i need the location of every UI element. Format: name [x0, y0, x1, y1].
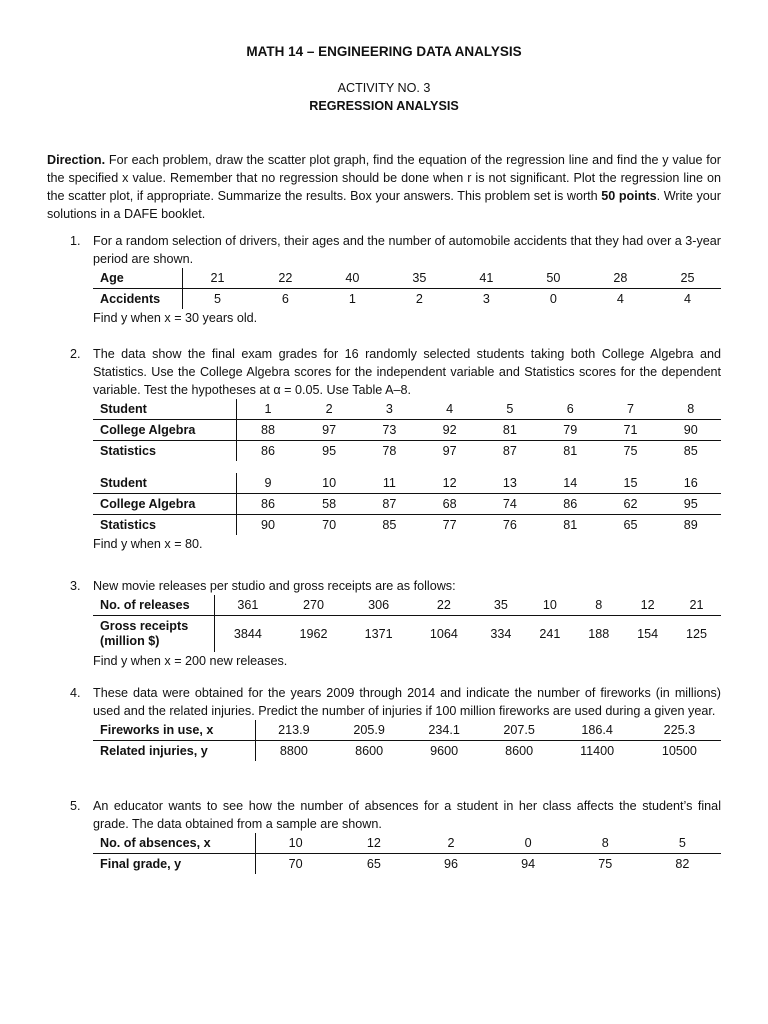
table-cell: 86	[260, 444, 275, 458]
problem-text: For a random selection of drivers, their ages and the number of automobile accidents that they had over a 3-year period are shown.	[93, 234, 721, 266]
table-cell: 2	[412, 833, 489, 854]
table-cell: 306	[346, 595, 411, 616]
table-cell: 0	[490, 833, 567, 854]
row-label: College Algebra	[93, 420, 237, 441]
table-row	[93, 420, 721, 441]
table-row	[93, 441, 721, 462]
table-cell: 14	[540, 473, 600, 494]
table-cell: 5	[480, 399, 540, 420]
table-cell: 22	[411, 595, 476, 616]
table-row	[93, 616, 721, 653]
table-cell: 85	[382, 518, 397, 532]
table-cell: 71	[600, 420, 660, 441]
table-cell: 207.5	[482, 720, 557, 741]
table-cell: 125	[686, 627, 708, 641]
table-cell: 1064	[429, 627, 458, 641]
table-cell: 96	[444, 857, 459, 871]
table-cell: 10	[525, 595, 574, 616]
find-instruction: Find y when x = 30 years old.	[93, 311, 258, 325]
table-cell: 1	[237, 399, 299, 420]
table-cell: 15	[600, 473, 660, 494]
table-cell: 2	[415, 292, 423, 306]
table-row	[93, 289, 721, 310]
table-row	[93, 595, 721, 616]
table-cell: 86	[540, 494, 600, 515]
course-title: MATH 14 – ENGINEERING DATA ANALYSIS	[246, 44, 522, 59]
table-cell: 334	[490, 627, 512, 641]
table-cell: 3844	[233, 627, 262, 641]
table-cell: 6	[540, 399, 600, 420]
table-cell: 6	[281, 292, 289, 306]
row-label: Related injuries, y	[93, 741, 256, 762]
table-cell: 1962	[299, 627, 328, 641]
table-cell: 5	[213, 292, 221, 306]
row-label: Student	[93, 473, 237, 494]
table-cell: 12	[335, 833, 412, 854]
data-table-students-1-8	[93, 399, 721, 461]
data-table	[93, 720, 721, 761]
table-row	[93, 473, 721, 494]
table-cell: 12	[420, 473, 480, 494]
table-cell: 81	[563, 518, 578, 532]
table-cell: 1	[348, 292, 356, 306]
table-cell: 234.1	[407, 720, 482, 741]
table-row	[93, 833, 721, 854]
table-cell: 75	[623, 444, 638, 458]
row-label: Accidents	[93, 289, 183, 310]
table-cell: 95	[322, 444, 337, 458]
table-cell: 58	[299, 494, 359, 515]
table-cell: 68	[420, 494, 480, 515]
table-cell: 87	[359, 494, 419, 515]
table-cell: 90	[661, 420, 721, 441]
table-cell: 270	[281, 595, 346, 616]
table-cell: 213.9	[256, 720, 332, 741]
row-label: College Algebra	[93, 494, 237, 515]
find-instruction: Find y when x = 200 new releases.	[93, 654, 288, 668]
table-cell: 361	[215, 595, 281, 616]
table-cell: 92	[420, 420, 480, 441]
table-cell: 77	[442, 518, 457, 532]
table-cell: 28	[587, 268, 654, 289]
table-cell: 75	[598, 857, 613, 871]
row-label: Student	[93, 399, 237, 420]
find-instruction: Find y when x = 80.	[93, 537, 203, 551]
table-cell: 12	[623, 595, 672, 616]
table-row	[93, 399, 721, 420]
problem-1	[70, 232, 721, 327]
table-cell: 40	[319, 268, 386, 289]
table-cell: 21	[183, 268, 252, 289]
table-cell: 76	[502, 518, 517, 532]
table-cell: 86	[237, 494, 299, 515]
table-cell: 8	[574, 595, 623, 616]
table-cell: 22	[252, 268, 319, 289]
problem-number: 5.	[70, 799, 81, 813]
problem-number: 1.	[70, 234, 81, 248]
direction-label: Direction.	[47, 153, 106, 167]
table-cell: 87	[502, 444, 517, 458]
direction-text-1: For each problem, draw the scatter plot graph, find the equation of the regression line and find the y value for the specified x value. Remember that no regression should be done when r is not significant. Plot the regression line on the scatter plot, if appropriate. Summarize the results. Box your answers. This problem set is worth	[47, 153, 721, 203]
problem-number: 3.	[70, 579, 81, 593]
table-row	[93, 720, 721, 741]
table-cell: 90	[260, 518, 275, 532]
problem-2	[70, 345, 721, 553]
table-cell: 97	[299, 420, 359, 441]
row-label: Statistics	[93, 441, 237, 462]
data-table	[93, 268, 721, 309]
table-row	[93, 741, 721, 762]
table-row	[93, 494, 721, 515]
table-cell: 154	[637, 627, 659, 641]
row-label: No. of releases	[93, 595, 215, 616]
table-cell: 3	[359, 399, 419, 420]
table-cell: 70	[322, 518, 337, 532]
table-cell: 11	[359, 473, 419, 494]
table-cell: 8	[567, 833, 644, 854]
table-row	[93, 268, 721, 289]
table-cell: 81	[563, 444, 578, 458]
activity-number: ACTIVITY NO. 3	[337, 81, 431, 95]
table-cell: 2	[299, 399, 359, 420]
table-cell: 89	[683, 518, 698, 532]
table-cell: 8600	[505, 744, 534, 758]
table-cell: 21	[672, 595, 721, 616]
table-cell: 11400	[580, 744, 615, 758]
problem-text: An educator wants to see how the number of absences for a student in her class affects the student’s final grade. The data obtained from a sample are shown.	[93, 799, 721, 831]
data-table	[93, 833, 721, 874]
table-cell: 8600	[355, 744, 384, 758]
table-cell: 74	[480, 494, 540, 515]
activity-topic: REGRESSION ANALYSIS	[309, 99, 459, 113]
table-cell: 8	[661, 399, 721, 420]
table-cell: 4	[683, 292, 691, 306]
problem-text: These data were obtained for the years 2009 through 2014 and indicate the number of fireworks (in millions) used and the related injuries. Predict the number of injuries if 100 million fireworks are used during a given year.	[93, 686, 721, 718]
problem-3	[70, 577, 721, 670]
direction-points: 50 points	[601, 189, 657, 203]
table-cell: 10500	[661, 744, 697, 758]
problem-number: 2.	[70, 347, 81, 361]
table-cell: 85	[683, 444, 698, 458]
table-cell: 95	[661, 494, 721, 515]
row-label: No. of absences, x	[93, 833, 256, 854]
table-cell: 35	[386, 268, 453, 289]
table-cell: 13	[480, 473, 540, 494]
problem-text: New movie releases per studio and gross receipts are as follows:	[93, 579, 456, 593]
row-label: Statistics	[93, 515, 237, 536]
table-cell: 10	[256, 833, 336, 854]
table-cell: 79	[540, 420, 600, 441]
row-label: Age	[93, 268, 183, 289]
data-table-students-9-16	[93, 473, 721, 535]
table-cell: 65	[366, 857, 381, 871]
table-cell: 50	[520, 268, 587, 289]
table-cell: 73	[359, 420, 419, 441]
table-cell: 62	[600, 494, 660, 515]
table-cell: 88	[237, 420, 299, 441]
table-cell: 78	[382, 444, 397, 458]
table-cell: 205.9	[332, 720, 407, 741]
table-row	[93, 515, 721, 536]
table-cell: 16	[661, 473, 721, 494]
direction-paragraph	[47, 151, 721, 223]
table-cell: 186.4	[557, 720, 638, 741]
table-cell: 8800	[279, 744, 308, 758]
table-cell: 188	[588, 627, 610, 641]
table-cell: 0	[549, 292, 557, 306]
table-row	[93, 854, 721, 875]
table-cell: 25	[654, 268, 721, 289]
problem-5	[70, 797, 721, 874]
table-cell: 225.3	[638, 720, 721, 741]
problem-4	[70, 684, 721, 761]
table-cell: 9	[237, 473, 299, 494]
table-cell: 241	[539, 627, 561, 641]
table-cell: 5	[644, 833, 721, 854]
table-cell: 1371	[364, 627, 393, 641]
table-cell: 82	[675, 857, 690, 871]
table-cell: 7	[600, 399, 660, 420]
table-cell: 65	[623, 518, 638, 532]
table-cell: 9600	[430, 744, 459, 758]
table-cell: 4	[420, 399, 480, 420]
table-cell: 3	[482, 292, 490, 306]
direction-text-2: . Write your solutions in a DAFE booklet.	[47, 189, 721, 221]
table-cell: 41	[453, 268, 520, 289]
row-label: Gross receipts (million $)	[93, 616, 215, 653]
table-cell: 10	[299, 473, 359, 494]
table-cell: 70	[288, 857, 303, 871]
table-cell: 35	[476, 595, 525, 616]
problem-text: The data show the final exam grades for 16 randomly selected students taking both College Algebra and Statistics. Use the College Algebra scores for the independent variable and Statistics scores for the dependent variable. Test the hypotheses at α = 0.05. Use Table A–8.	[93, 347, 721, 397]
table-cell: 4	[616, 292, 624, 306]
table-cell: 81	[480, 420, 540, 441]
table-cell: 97	[442, 444, 457, 458]
row-label: Final grade, y	[93, 854, 256, 875]
problem-number: 4.	[70, 686, 81, 700]
data-table	[93, 595, 721, 652]
table-cell: 94	[521, 857, 536, 871]
row-label: Fireworks in use, x	[93, 720, 256, 741]
